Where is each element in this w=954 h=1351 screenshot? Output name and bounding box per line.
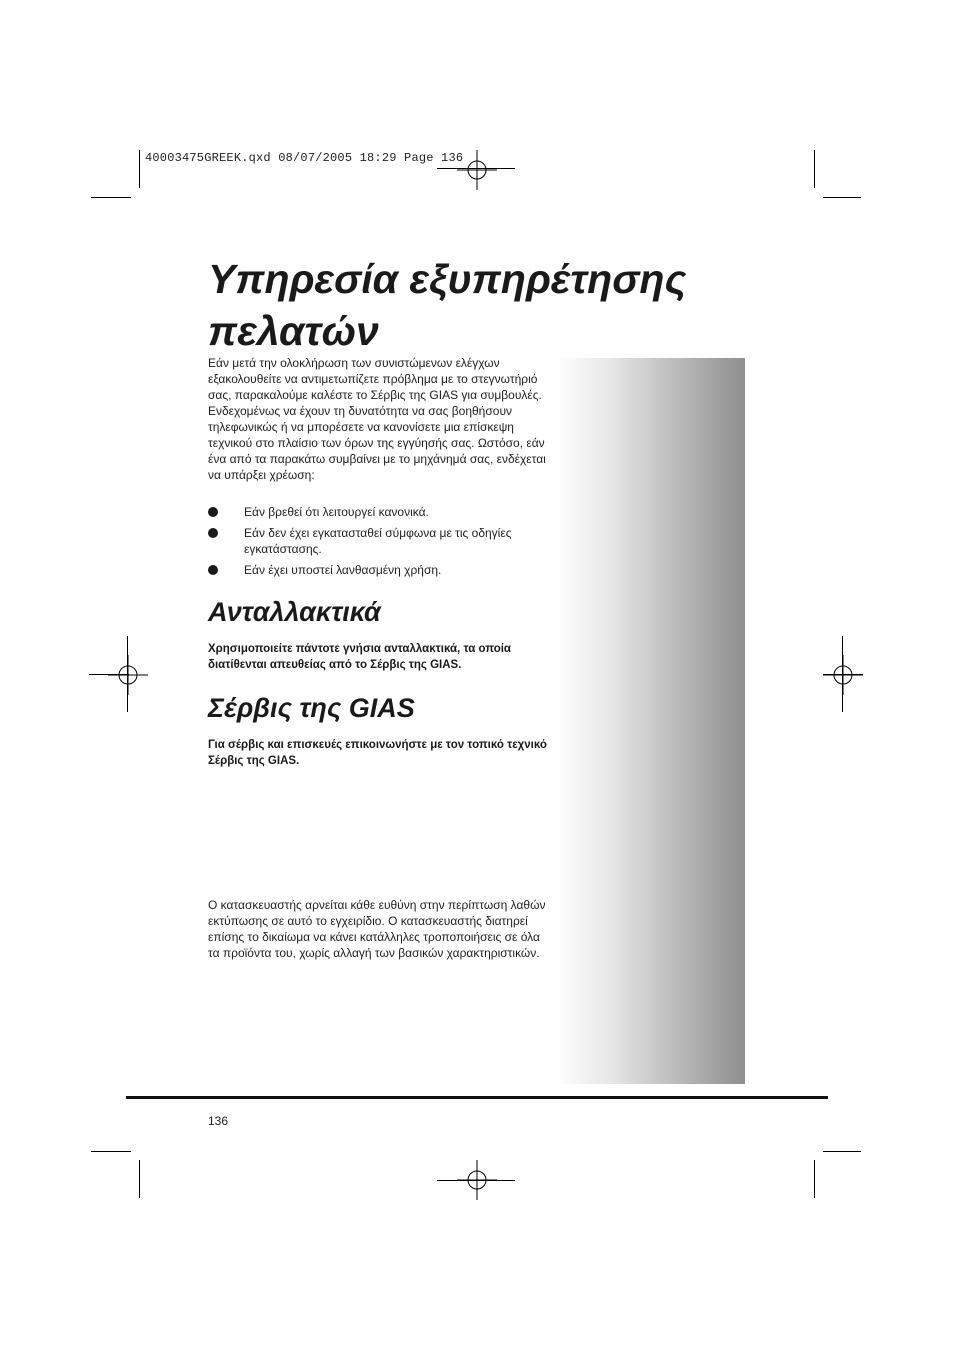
spare-parts-heading: Ανταλλακτικά <box>208 597 381 627</box>
page-title-line: Υπηρεσία εξυπηρέτησης <box>208 256 687 302</box>
sidebar-gradient-panel <box>556 358 745 1084</box>
disclaimer-paragraph: Ο κατασκευαστής αρνείται κάθε ευθύνη στην περίπτωση λαθών εκτύπωσης σε αυτό το εγχειρίδιο. Ο κατασκευαστής διατηρεί επίσης το δικαίωμα να κάνει κατάλληλες τροποποιήσεις σε όλα τα προϊόντα του, χωρίς αλλαγή των βασικών χαρακτηριστικών. <box>208 898 546 960</box>
page-title-line: πελατών <box>208 308 379 354</box>
crop-mark <box>823 197 861 198</box>
crop-mark <box>91 1151 131 1152</box>
crop-mark <box>823 674 863 675</box>
page-number: 136 <box>208 1114 229 1128</box>
bullet-icon <box>208 528 218 538</box>
list-item: Εάν βρεθεί ότι λειτουργεί κανονικά. <box>208 504 553 520</box>
crop-mark <box>91 197 131 198</box>
spare-parts-text: Χρησιμοποιείτε πάντοτε γνήσια ανταλλακτικά, τα οποία διατίθενται απευθείας από το Σέρβις της GIAS. <box>208 643 512 671</box>
crop-mark <box>842 636 843 712</box>
crop-mark <box>823 1151 861 1152</box>
registration-mark-icon <box>457 150 497 190</box>
intro-paragraph: Εάν μετά την ολοκλήρωση των συνιστώμενων ελέγχων εξακολουθείτε να αντιμετωπίζετε πρόβλημα με το στεγνωτήριό σας, παρακαλούμε καλέστε το Σέρβις της GIAS για συμβουλές. Ενδεχομένως να έχουν τη δυνατότητα να σας βοηθήσουν τηλεφωνικώς ή να μπορέσετε να κανονίσετε μια επίσκεψη τεχνικού στο πλαίσιο των όρων της εγγύησής σας. Ωστόσο, εάν ένα από τα παρακάτω συμβαίνει με το μηχάνημά σας, ενδέχεται να υπάρξει χρέωση: <box>208 356 546 482</box>
crop-mark <box>139 150 140 188</box>
crop-mark <box>437 168 515 169</box>
service-heading: Σέρβις της GIAS <box>208 693 415 723</box>
bullet-icon <box>208 507 218 517</box>
list-item: Εάν έχει υποστεί λανθασμένη χρήση. <box>208 562 553 578</box>
footer-rule <box>126 1096 828 1099</box>
page-title <box>208 253 728 357</box>
bullet-icon <box>208 565 218 575</box>
crop-mark <box>127 636 128 712</box>
crop-mark <box>814 1160 815 1198</box>
print-slug: 40003475GREEK.qxd 08/07/2005 18:29 Page 136 <box>145 151 464 165</box>
registration-mark-icon <box>823 655 863 695</box>
conditions-list <box>208 504 553 583</box>
service-text: Για σέρβις και επισκευές επικοινωνήστε με τον τοπικό τεχνικό Σέρβις της GIAS. <box>208 739 547 767</box>
crop-mark <box>139 1160 140 1198</box>
crop-mark <box>437 1180 515 1181</box>
crop-mark <box>89 674 129 675</box>
list-item: Εάν δεν έχει εγκατασταθεί σύμφωνα με τις οδηγίες εγκατάστασης. <box>208 525 553 557</box>
registration-mark-icon <box>108 655 148 695</box>
crop-mark <box>814 150 815 188</box>
